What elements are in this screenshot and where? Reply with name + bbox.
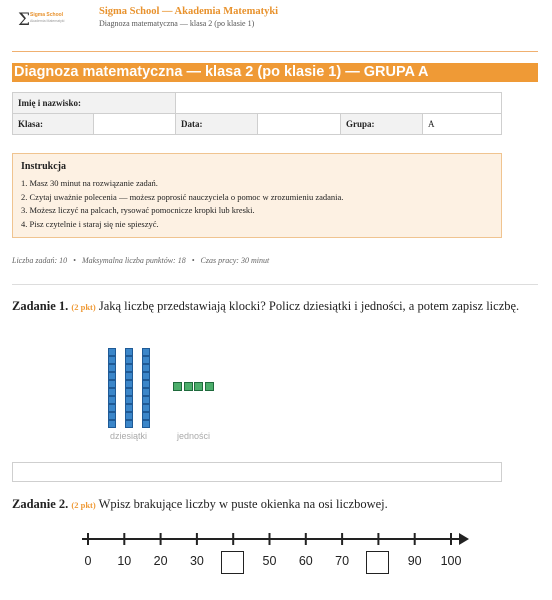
ten-rod-cube: [125, 404, 133, 412]
task-2-text: Wpisz brakujące liczby w puste okienka na osi liczbowej.: [98, 497, 388, 511]
ten-rod-cube: [142, 404, 150, 412]
ten-rod-cube: [125, 396, 133, 404]
ten-rod: [142, 348, 150, 428]
instruction-line: 4. Pisz czytelnie i staraj się nie spieszyć.: [21, 218, 159, 229]
header-divider: [12, 51, 538, 52]
ten-rod-cube: [142, 396, 150, 404]
tick-label: 70: [335, 554, 350, 568]
ten-rod-cube: [125, 412, 133, 420]
task-2-points: (2 pkt): [71, 500, 96, 510]
ten-rod-cube: [142, 364, 150, 372]
tick-label: 60: [298, 554, 313, 568]
task-1-label: Zadanie 1.: [12, 299, 69, 313]
ten-rod-cube: [125, 348, 133, 356]
logo-name: Sigma School: [30, 12, 64, 18]
exam-meta: [12, 256, 269, 265]
ten-rod-cube: [108, 348, 116, 356]
ten-rod-cube: [142, 356, 150, 364]
class-field[interactable]: [94, 114, 176, 135]
arrow-right-icon: [459, 533, 469, 545]
date-field[interactable]: [258, 114, 341, 135]
task-1-title: [12, 298, 532, 315]
ten-rod-cube: [142, 372, 150, 380]
one-cube: [205, 382, 214, 391]
tick-label: 50: [262, 554, 277, 568]
ten-rod-cube: [125, 420, 133, 428]
tick-label: 10: [117, 554, 132, 568]
school-logo: [18, 10, 64, 32]
ten-rod-cube: [125, 380, 133, 388]
instruction-line: 3. Możesz liczyć na palcach, rysować pomocnicze kropki lub kreski.: [21, 205, 255, 215]
ten-rod-cube: [125, 372, 133, 380]
ten-rod-cube: [142, 348, 150, 356]
tick-label: 20: [153, 554, 168, 568]
ten-rod-cube: [142, 412, 150, 420]
ten-rod-cube: [142, 388, 150, 396]
group-field[interactable]: A: [423, 114, 502, 135]
sigma-logo-icon: Σ: [18, 10, 31, 30]
date-label: Data:: [176, 114, 258, 135]
ten-rod-cube: [142, 380, 150, 388]
ten-rod-cube: [108, 364, 116, 372]
tens-label: dziesiątki: [110, 431, 148, 441]
meta-separator: •: [191, 256, 195, 265]
tick-label: 0: [84, 554, 92, 568]
page-header: [18, 6, 538, 44]
one-cube: [184, 382, 193, 391]
ten-rod-cube: [125, 356, 133, 364]
instructions-heading: Instrukcja: [21, 161, 67, 172]
ten-rod-cube: [108, 380, 116, 388]
section-divider: [12, 284, 538, 285]
tick-label: 90: [407, 554, 422, 568]
one-cube: [194, 382, 203, 391]
ten-rod-cube: [108, 412, 116, 420]
instruction-line: 1. Masz 30 minut na rozwiązanie zadań.: [21, 178, 158, 188]
ten-rod-cube: [108, 420, 116, 428]
blank-answer-box[interactable]: [221, 551, 244, 574]
ones-label: jedności: [177, 431, 211, 441]
instructions-box: [12, 153, 502, 238]
blank-answer-box[interactable]: [366, 551, 389, 574]
ten-rod-cube: [108, 396, 116, 404]
instruction-line: 2. Czytaj uważnie polecenia — możesz poprosić nauczyciela o pomoc w zrozumieniu zadania.: [21, 191, 344, 202]
ten-rod-cube: [125, 364, 133, 372]
one-cube: [173, 382, 182, 391]
student-info-table: [12, 92, 502, 135]
ten-rod-cube: [108, 356, 116, 364]
school-name: Sigma School — Akademia Matematyki: [99, 6, 279, 17]
name-label: Imię i nazwisko:: [13, 93, 176, 114]
tick-label: 30: [189, 554, 204, 568]
logo-subtitle: Akademia Matematyki: [30, 19, 65, 23]
group-label: Grupa:: [341, 114, 423, 135]
max-points: Maksymalna liczba punktów: 18: [81, 256, 186, 265]
ten-rod-cube: [125, 388, 133, 396]
task-count: Liczba zadań: 10: [12, 256, 68, 265]
ten-rod-cube: [142, 420, 150, 428]
task-2-title: [12, 496, 388, 513]
ten-rod-cube: [108, 372, 116, 380]
task-1-answer-field[interactable]: [12, 462, 502, 482]
title-bar: [12, 63, 538, 82]
meta-separator: •: [73, 256, 76, 265]
time-limit: Czas pracy: 30 minut: [200, 256, 270, 265]
task-2-label: Zadanie 2.: [12, 497, 69, 511]
ten-rod: [108, 348, 116, 428]
document-subtitle: Diagnoza matematyczna — klasa 2 (po klasie 1): [99, 19, 255, 28]
name-field[interactable]: [176, 93, 502, 114]
task-1-points: (2 pkt): [71, 302, 96, 312]
ten-rod: [125, 348, 133, 428]
page-title: Diagnoza matematyczna — klasa 2 (po klasie 1) — GRUPA A: [14, 64, 429, 80]
task-1-text: Jaką liczbę przedstawiają klocki? Policz dziesiątki i jedności, a potem zapisz liczbę.: [98, 299, 520, 313]
tick-label: 100: [440, 554, 462, 568]
ten-rod-cube: [108, 404, 116, 412]
ten-rod-cube: [108, 388, 116, 396]
class-label: Klasa:: [13, 114, 94, 135]
